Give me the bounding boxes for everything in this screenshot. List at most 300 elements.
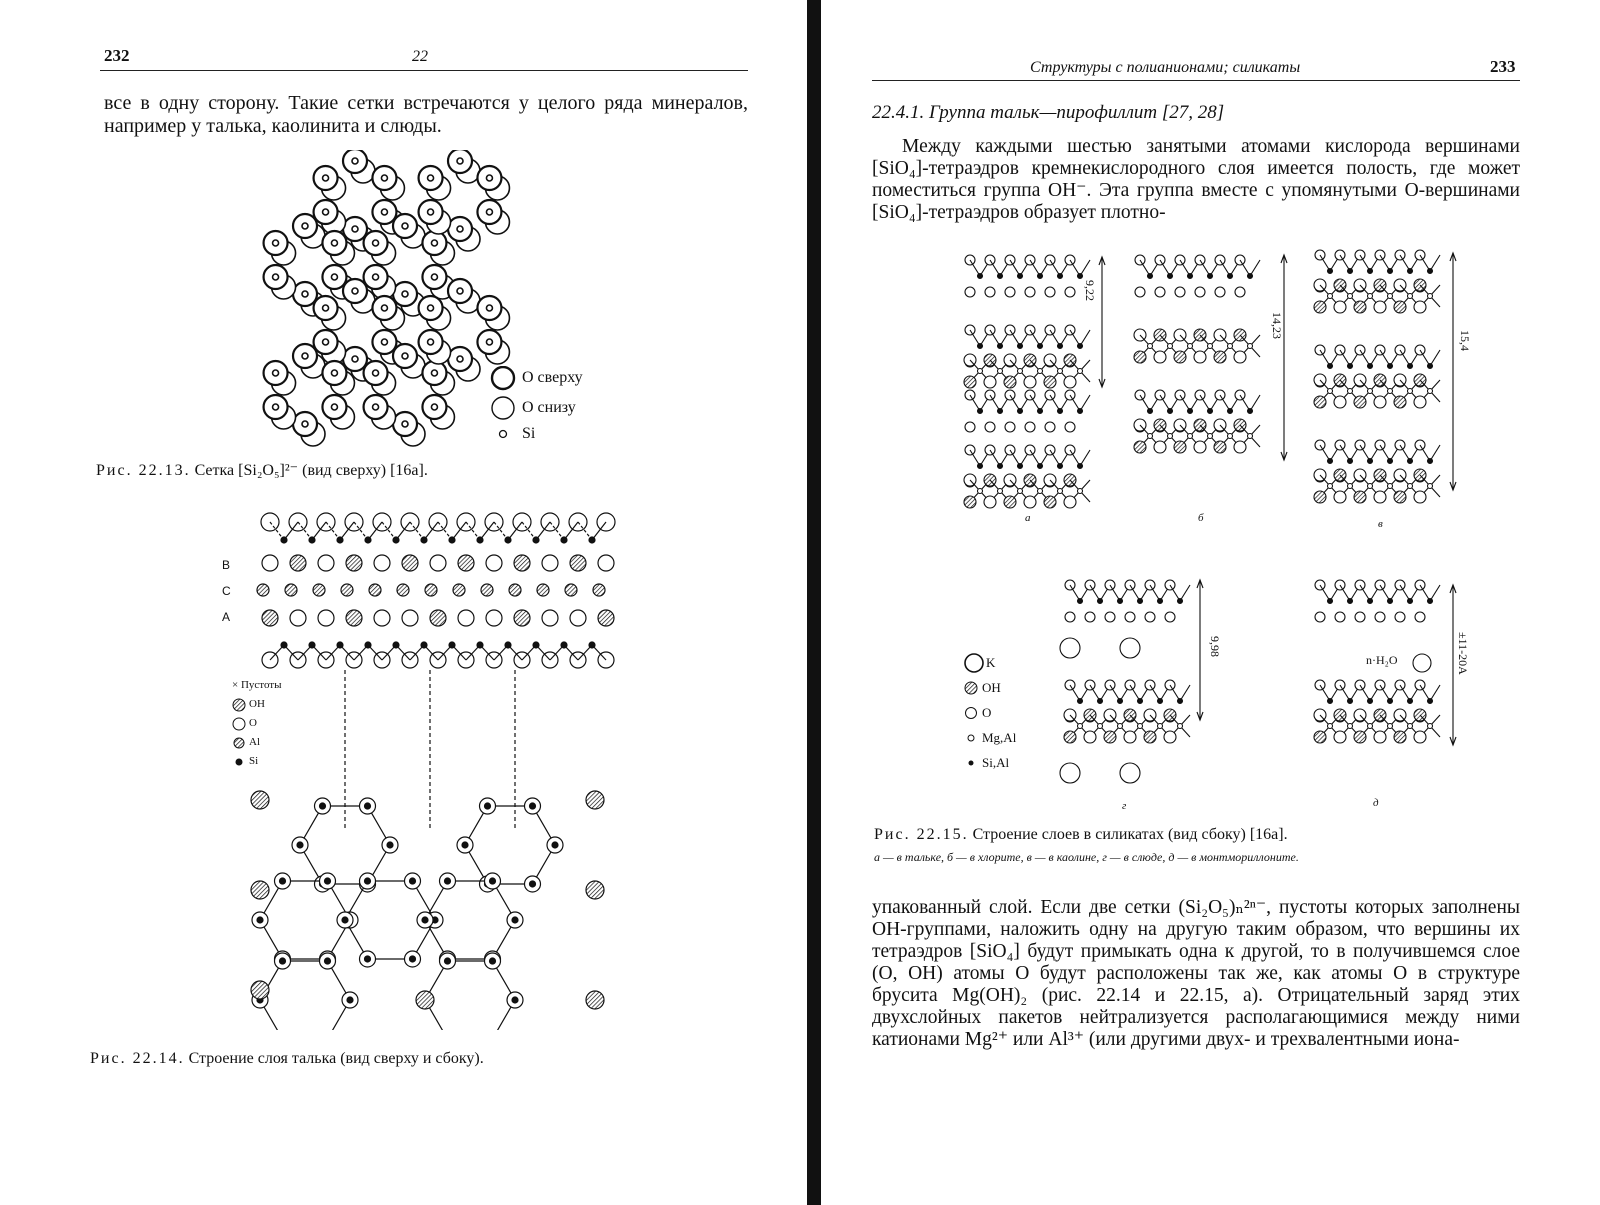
hydroxyl-atom	[1314, 731, 1326, 743]
hydroxyl-atom	[402, 555, 418, 571]
silicon-atom	[422, 917, 428, 923]
layer-label-b: B	[222, 558, 231, 572]
hydroxyl-atom	[1144, 731, 1156, 743]
hydroxyl-atom	[1374, 491, 1386, 503]
silicon-atom	[457, 226, 463, 232]
left-running-head: 22	[412, 48, 428, 65]
silicon-atom	[373, 274, 379, 280]
hydroxyl-atom	[1394, 396, 1406, 408]
hydroxyl-atom	[586, 881, 604, 899]
hydroxyl-atom	[586, 991, 604, 1009]
hydroxyl-atom	[251, 791, 269, 809]
oxygen-atom	[1005, 422, 1015, 432]
oxygen-atom	[1005, 287, 1015, 297]
silicon-atom	[1078, 274, 1083, 279]
right-header-rule	[872, 80, 1520, 81]
hydroxyl-atom	[1354, 396, 1366, 408]
silicon-atom	[431, 370, 437, 376]
silicon-atom	[1158, 699, 1163, 704]
fig15-caption	[874, 826, 1288, 844]
hydroxyl-atom	[1334, 491, 1346, 503]
silicon-atom	[486, 305, 492, 311]
panel-label-d: д	[1373, 797, 1379, 809]
silicon-atom	[365, 878, 371, 884]
fig13-caption-text: Сетка [Si₂O₅]²⁻ (вид сверху) [16а].	[194, 462, 428, 479]
magnesium-atom	[998, 489, 1003, 494]
silicon-atom	[1388, 599, 1393, 604]
oxygen-atom	[1175, 287, 1185, 297]
silicon-atom	[1408, 269, 1413, 274]
silicon-atom	[1328, 364, 1333, 369]
oxygen-atom	[965, 422, 975, 432]
silicon-atom	[512, 917, 518, 923]
silicon-atom	[1148, 409, 1153, 414]
silicon-atom	[381, 305, 387, 311]
oxygen-atom	[1165, 612, 1175, 622]
silicon-atom	[998, 464, 1003, 469]
silicon-atom	[445, 878, 451, 884]
magnesium-atom	[1388, 484, 1393, 489]
silicon-atom	[998, 344, 1003, 349]
silicon-atom	[1428, 269, 1433, 274]
oxygen-atom	[1025, 422, 1035, 432]
oxygen-atom	[1125, 612, 1135, 622]
hydroxyl-atom	[984, 496, 996, 508]
magnesium-atom	[1148, 434, 1153, 439]
fig14-legend	[232, 676, 282, 771]
silicon-atom	[352, 288, 358, 294]
figure-22-14-talc-layer	[225, 500, 625, 1030]
magnesium-atom	[1348, 724, 1353, 729]
magnesium-atom	[1228, 344, 1233, 349]
magnesium-atom	[1248, 434, 1253, 439]
silicon-atom	[352, 356, 358, 362]
oxygen-atom	[458, 610, 474, 626]
aluminium-atom	[369, 584, 381, 596]
silicon-atom	[393, 537, 399, 543]
silicon-atom	[1348, 599, 1353, 604]
silicon-atom	[1118, 699, 1123, 704]
magnesium-atom	[1098, 724, 1103, 729]
magnesium-atom	[1408, 724, 1413, 729]
magnesium-atom	[1348, 389, 1353, 394]
silicon-atom	[323, 209, 329, 215]
magnesium-atom	[1428, 724, 1433, 729]
silicon-atom	[505, 537, 511, 543]
silicon-atom	[1388, 459, 1393, 464]
magnesium-atom	[1368, 724, 1373, 729]
silicon-atom	[512, 997, 518, 1003]
potassium-atom	[1060, 638, 1080, 658]
silicon-atom	[1058, 274, 1063, 279]
silicon-atom	[486, 209, 492, 215]
legend-o-top: О сверху	[522, 369, 583, 386]
oxygen-atom	[1045, 422, 1055, 432]
legend-o: O	[249, 717, 257, 729]
hydroxyl-atom	[1334, 301, 1346, 313]
aluminium-atom	[285, 584, 297, 596]
fig15-legend	[964, 650, 1016, 775]
hexagon-ring	[465, 806, 555, 884]
hydroxyl-atom	[430, 555, 446, 571]
magnesium-atom	[1388, 724, 1393, 729]
figure-22-13-net	[240, 150, 570, 450]
aluminium-atom	[453, 584, 465, 596]
hydroxyl-atom	[1414, 396, 1426, 408]
book-gutter	[807, 0, 821, 1205]
silicon-atom	[381, 175, 387, 181]
panel-label-a: а	[1025, 512, 1031, 524]
silicon-atom	[445, 958, 451, 964]
silicon-atom	[1098, 599, 1103, 604]
silicon-atom	[486, 339, 492, 345]
fig13-caption	[96, 460, 428, 480]
silicon-atom	[1038, 274, 1043, 279]
oxygen-atom	[1415, 612, 1425, 622]
hydroxyl-atom	[374, 555, 390, 571]
silicon-atom	[1208, 274, 1213, 279]
potassium-atom	[1060, 763, 1080, 783]
magnesium-atom	[1078, 724, 1083, 729]
hydroxyl-atom	[1154, 441, 1166, 453]
hydroxyl-atom	[1024, 496, 1036, 508]
silicon-atom	[486, 175, 492, 181]
oxygen-atom	[1195, 287, 1205, 297]
silicon-atom	[323, 339, 329, 345]
hydroxyl-atom	[1334, 731, 1346, 743]
silicon-atom	[309, 537, 315, 543]
silicon-atom	[1348, 699, 1353, 704]
hydroxyl-atom	[1394, 731, 1406, 743]
silicon-atom	[1368, 364, 1373, 369]
oxygen-atom	[1235, 287, 1245, 297]
silicon-atom	[485, 803, 491, 809]
silicon-atom	[347, 997, 353, 1003]
silicon-atom	[490, 878, 496, 884]
silicon-atom	[281, 537, 287, 543]
silicon-atom	[373, 404, 379, 410]
magnesium-atom	[1428, 389, 1433, 394]
aluminium-atom	[341, 584, 353, 596]
silicon-atom	[1328, 599, 1333, 604]
silicon-atom	[302, 223, 308, 229]
potassium-atom	[1120, 763, 1140, 783]
silicon-atom	[297, 842, 303, 848]
magnesium-atom	[1078, 489, 1083, 494]
oxygen-atom	[1065, 287, 1075, 297]
silicon-atom	[428, 175, 434, 181]
silicon-atom	[1078, 464, 1083, 469]
silicon-atom	[1078, 344, 1083, 349]
silicon-atom	[1038, 344, 1043, 349]
silicon-atom	[978, 274, 983, 279]
potassium-atom	[1120, 638, 1140, 658]
hydroxyl-atom	[1124, 731, 1136, 743]
dim-b: 14,23	[1270, 312, 1284, 339]
silicon-atom	[477, 537, 483, 543]
silicon-atom	[978, 464, 983, 469]
hydroxyl-atom	[1354, 301, 1366, 313]
silicon-atom	[457, 288, 463, 294]
silicon-atom	[302, 291, 308, 297]
magnesium-atom	[1038, 489, 1043, 494]
aluminium-atom	[425, 584, 437, 596]
silicon-atom	[1368, 269, 1373, 274]
oxygen-atom	[1085, 612, 1095, 622]
magnesium-atom	[1118, 724, 1123, 729]
oxygen-atom	[1215, 287, 1225, 297]
silicon-atom	[421, 537, 427, 543]
hydroxyl-atom	[1414, 731, 1426, 743]
magnesium-atom	[1408, 389, 1413, 394]
silicon-atom	[352, 158, 358, 164]
dim-a: 9,22	[1083, 280, 1097, 301]
silicon-atom	[1368, 599, 1373, 604]
silicon-atom	[533, 537, 539, 543]
oxygen-atom	[1145, 612, 1155, 622]
layer-label-c: C	[222, 584, 231, 598]
hydroxyl-atom	[1174, 351, 1186, 363]
oxygen-atom	[1315, 612, 1325, 622]
oxygen-atom	[262, 610, 278, 626]
silicon-atom	[1018, 274, 1023, 279]
silicon-atom	[387, 842, 393, 848]
silicon-atom	[320, 803, 326, 809]
aluminium-atom	[509, 584, 521, 596]
silicon-atom	[365, 956, 371, 962]
silicon-atom	[331, 404, 337, 410]
magnesium-atom	[1188, 344, 1193, 349]
magnesium-atom	[1328, 389, 1333, 394]
aluminium-atom	[481, 584, 493, 596]
oxygen-atom	[1155, 287, 1165, 297]
oxygen-atom	[514, 610, 530, 626]
silicon-atom	[1248, 274, 1253, 279]
silicon-atom	[1188, 409, 1193, 414]
silicon-atom	[428, 305, 434, 311]
magnesium-atom	[1018, 489, 1023, 494]
silicon-atom	[325, 958, 331, 964]
silicon-atom	[331, 240, 337, 246]
hydroxyl-atom	[1174, 441, 1186, 453]
hydroxyl-atom	[1314, 396, 1326, 408]
right-running-head: Структуры с полианионами; силикаты	[1030, 59, 1301, 76]
magnesium-atom	[1368, 294, 1373, 299]
silicon-atom	[1138, 699, 1143, 704]
hydroxyl-atom	[1134, 441, 1146, 453]
legend-si: Si	[249, 755, 259, 767]
hydroxyl-atom	[598, 555, 614, 571]
silicon-atom	[1348, 459, 1353, 464]
hydroxyl-atom	[486, 555, 502, 571]
left-intro-text: все в одну сторону. Такие сетки встречаются у целого ряда минералов, например у талька, каолинита и слюды.	[104, 92, 748, 137]
hydroxyl-atom	[262, 555, 278, 571]
magnesium-atom	[1328, 484, 1333, 489]
hydroxyl-atom	[1394, 491, 1406, 503]
fig15-caption-label: Рис. 22.15.	[874, 826, 969, 843]
silicon-atom	[1208, 409, 1213, 414]
dim-d: ±11-20А	[1456, 632, 1470, 675]
silicon-atom	[561, 537, 567, 543]
silicon-atom	[490, 958, 496, 964]
aluminium-atom	[257, 584, 269, 596]
oxygen-atom	[346, 610, 362, 626]
silicon-atom	[457, 356, 463, 362]
magnesium-atom	[1388, 294, 1393, 299]
left-header-rule	[100, 70, 748, 71]
magnesium-atom	[1038, 369, 1043, 374]
silicon-atom	[1178, 599, 1183, 604]
silicon-atom	[1038, 409, 1043, 414]
silicon-atom	[1058, 409, 1063, 414]
silicon-atom	[428, 209, 434, 215]
oxygen-atom	[570, 610, 586, 626]
magnesium-atom	[1248, 344, 1253, 349]
hydroxyl-atom	[1314, 301, 1326, 313]
panel-label-v: в	[1378, 518, 1383, 530]
silicon-atom	[1188, 274, 1193, 279]
hydroxyl-atom	[1214, 351, 1226, 363]
silicon-atom	[257, 917, 263, 923]
silicon-atom	[337, 537, 343, 543]
silicon-atom	[280, 878, 286, 884]
silicon-atom	[1078, 699, 1083, 704]
oxygen-atom	[374, 610, 390, 626]
silicon-atom	[431, 240, 437, 246]
silicon-atom	[323, 175, 329, 181]
fig14-caption	[90, 1050, 484, 1068]
hydroxyl-atom	[1004, 496, 1016, 508]
silicon-atom	[1228, 409, 1233, 414]
hydroxyl-atom	[416, 991, 434, 1009]
silicon-atom	[410, 878, 416, 884]
silicon-atom	[1388, 269, 1393, 274]
silicon-atom	[1408, 364, 1413, 369]
hydroxyl-atom	[964, 496, 976, 508]
left-page-number: 232	[104, 46, 130, 65]
hydroxyl-atom	[251, 881, 269, 899]
magnesium-atom	[1148, 344, 1153, 349]
silicon-atom	[462, 842, 468, 848]
silicon-atom	[1018, 464, 1023, 469]
aluminium-atom	[313, 584, 325, 596]
water-molecule	[1413, 654, 1431, 672]
hydroxyl-atom	[1234, 351, 1246, 363]
magnesium-atom	[978, 489, 983, 494]
silicon-atom	[552, 842, 558, 848]
silicon-atom	[1178, 699, 1183, 704]
legend-k: K	[986, 655, 996, 670]
fig14-caption-label: Рис. 22.14.	[90, 1050, 185, 1067]
silicon-atom	[1348, 364, 1353, 369]
oxygen-atom	[1045, 287, 1055, 297]
silicon-atom	[373, 370, 379, 376]
silicon-atom	[1078, 599, 1083, 604]
silicon-atom	[1428, 699, 1433, 704]
aluminium-atom	[537, 584, 549, 596]
hydroxyl-atom	[318, 555, 334, 571]
magnesium-atom	[1328, 724, 1333, 729]
silicon-atom	[1428, 364, 1433, 369]
legend-oh: OH	[249, 698, 265, 710]
silicon-atom	[365, 803, 371, 809]
hydroxyl-atom	[1234, 441, 1246, 453]
hydroxyl-atom	[1334, 396, 1346, 408]
hydroxyl-atom	[1374, 731, 1386, 743]
figure-22-15-layer-structures	[940, 245, 1520, 820]
aluminium-atom	[397, 584, 409, 596]
magnesium-atom	[1368, 389, 1373, 394]
hydroxyl-atom	[1004, 376, 1016, 388]
silicon-atom	[1328, 269, 1333, 274]
oxygen-atom	[486, 610, 502, 626]
magnesium-atom	[1178, 724, 1183, 729]
oxygen-atom	[318, 610, 334, 626]
silicon-atom	[352, 226, 358, 232]
silicon-atom	[1038, 464, 1043, 469]
silicon-atom	[998, 409, 1003, 414]
magnesium-atom	[1208, 344, 1213, 349]
hydroxyl-atom	[346, 555, 362, 571]
oxygen-atom	[1065, 422, 1075, 432]
hydroxyl-atom	[1194, 351, 1206, 363]
silicon-atom	[342, 917, 348, 923]
magnesium-atom	[1168, 434, 1173, 439]
magnesium-atom	[1208, 434, 1213, 439]
silicon-atom	[431, 274, 437, 280]
hexagon-ring	[425, 961, 515, 1030]
hydroxyl-atom	[251, 981, 269, 999]
dim-v: 15,4	[1458, 330, 1472, 351]
oxygen-atom	[1375, 612, 1385, 622]
magnesium-atom	[1328, 294, 1333, 299]
silicon-atom	[402, 421, 408, 427]
silicon-atom	[1408, 599, 1413, 604]
silicon-atom	[1408, 699, 1413, 704]
silicon-atom	[998, 274, 1003, 279]
silicon-atom	[449, 537, 455, 543]
magnesium-atom	[1348, 294, 1353, 299]
panel-label-b: б	[1198, 512, 1204, 524]
silicon-atom	[1368, 699, 1373, 704]
silicon-atom	[280, 958, 286, 964]
hydroxyl-atom	[570, 555, 586, 571]
hydroxyl-atom	[1394, 301, 1406, 313]
silicon-atom	[325, 878, 331, 884]
silicon-atom	[373, 240, 379, 246]
oxygen-atom	[985, 287, 995, 297]
silicon-atom	[1158, 599, 1163, 604]
magnesium-atom	[1348, 484, 1353, 489]
legend-voids: × Пустоты	[232, 679, 282, 691]
silicon-atom	[1348, 269, 1353, 274]
silicon-atom	[978, 344, 983, 349]
fig15-caption-text: Строение слоев в силикатах (вид сбоку) [16а].	[972, 826, 1288, 843]
silicon-atom	[331, 370, 337, 376]
hydroxyl-atom	[1134, 351, 1146, 363]
magnesium-atom	[1368, 484, 1373, 489]
silicon-atom	[402, 291, 408, 297]
oxygen-atom	[1395, 612, 1405, 622]
silicon-atom	[457, 158, 463, 164]
silicon-atom	[431, 404, 437, 410]
silicon-atom	[410, 956, 416, 962]
silicon-atom	[1328, 699, 1333, 704]
oxygen-atom	[965, 287, 975, 297]
magnesium-atom	[1138, 724, 1143, 729]
silicon-atom	[273, 370, 279, 376]
magnesium-atom	[1408, 484, 1413, 489]
